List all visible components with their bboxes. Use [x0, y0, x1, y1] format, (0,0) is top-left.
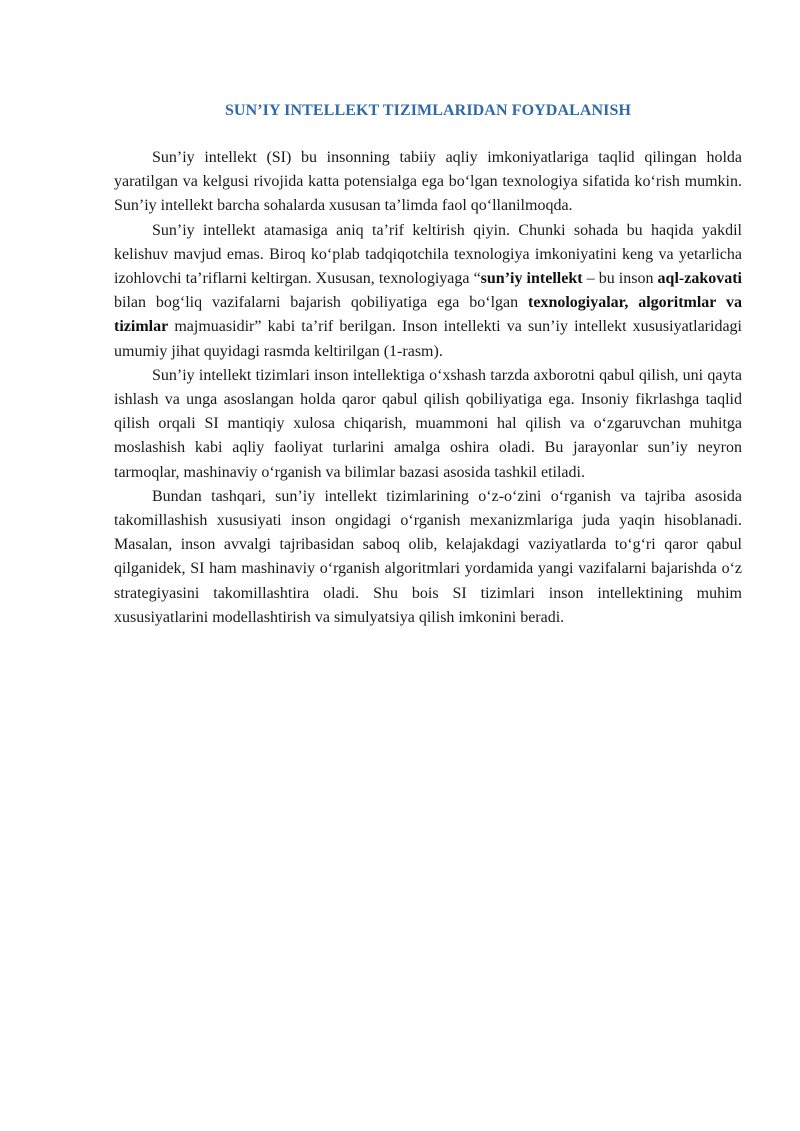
document-body: [114, 99, 742, 630]
paragraph-1: Sun’iy intellekt (SI) bu insonning tabiiy aqliy imkoniyatlariga taqlid qilingan holda yaratilgan va kelgusi rivojida katta potensialga ega bo‘lgan texnologiya sifatida ko‘rish mumkin. Sun’iy intellekt barcha sohalarda xususan ta’limda faol qo‘llanilmoqda.: [114, 149, 742, 215]
paragraph-2-part-2: – bu inson: [582, 270, 658, 288]
term-aql-zakovati: aql-zakovati: [657, 270, 742, 288]
paragraph-2-part-4: majmuasidir” kabi ta’rif berilgan. Inson intellekti va sun’iy intellekt xususiyatlaridagi umumiy jihat quyidagi rasmda keltirilgan (1-rasm).: [114, 318, 742, 360]
paragraph-3: Sun’iy intellekt tizimlari inson intellektiga o‘xshash tarzda axborotni qabul qilish, uni qayta ishlash va unga asoslangan holda qaror qabul qilish qobiliyatiga ega. Insoniy fikrlashga taqlid qilish orqali SI mantiqiy xulosa chiqarish, muammoni hal qilish va o‘zgaruvchan muhitga moslashish kabi aqliy faoliyat turlarini amalga oshira oladi. Bu jarayonlar sun’iy neyron tarmoqlar, mashinaviy o‘rganish va bilimlar bazasi asosida tashkil etiladi.: [114, 366, 742, 481]
paragraph-2-part-1: Sun’iy intellekt atamasiga aniq ta’rif keltirish qiyin. Chunki sohada bu haqida yakdil kelishuv mavjud emas. Biroq ko‘plab tadqiqotchila texnologiya imkoniyatini keng va yetarlicha izohlovchi ta’riflarni keltirgan. Xususan, texnologiyaga “: [114, 221, 742, 288]
paragraph-4: Bundan tashqari, sun’iy intellekt tizimlarining o‘z-o‘zini o‘rganish va tajriba asosida takomillashish xususiyati inson ongidagi o‘rganish mexanizmlariga juda yaqin hisoblanadi. Masalan, inson avvalgi tajribasidan saboq olib, kelajakdagi vaziyatlarda to‘g‘ri qaror qabul qilganidek, SI ham mashinaviy o‘rganish algoritmlari yordamida yangi vazifalarni bajarishda o‘z strategiyasini takomillashtira oladi. Shu bois SI tizimlari inson intellektining muhim xususiyatlarini modellashtirish va simulyatsiya qilish imkonini beradi.: [114, 487, 742, 626]
paragraph-2: [114, 219, 742, 364]
paragraph-2-part-3: bilan bog‘liq vazifalarni bajarish qobiliyatiga ega bo‘lgan: [114, 294, 529, 312]
document-title: SUN’IY INTELLEKT TIZIMLARIDAN FOYDALANISH: [224, 102, 632, 119]
term-suniy-intellekt: sun’iy intellekt: [480, 270, 583, 288]
term-texnologiyalar: texnologiyalar, algoritmlar va tizimlar: [114, 294, 743, 336]
